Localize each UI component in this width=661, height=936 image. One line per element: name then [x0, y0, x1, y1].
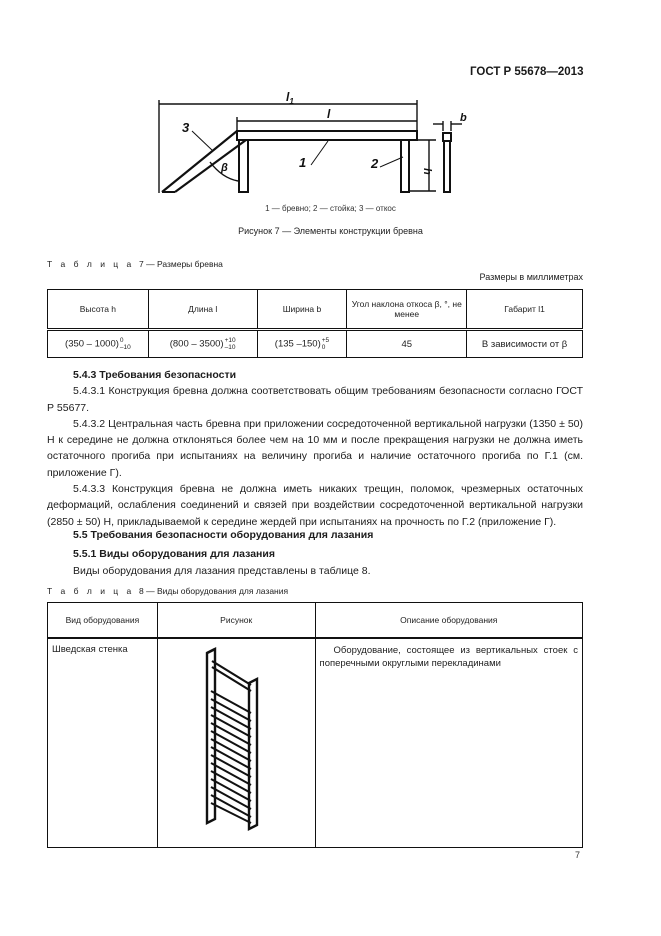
- cell-width: (135 –150) +5 0: [257, 330, 347, 358]
- paragraph: 5.4.3.1 Конструкция бревна должна соответствовать общим требованиям безопасности согласно ГОСТ Р 55677.: [47, 385, 583, 414]
- col-picture: Рисунок: [157, 603, 315, 639]
- table8-climbing-equipment: [47, 602, 583, 848]
- table-row: [48, 330, 583, 358]
- cell-length: (800 – 3500) +10 –10: [148, 330, 257, 358]
- subsection-heading: 5.5.1 Виды оборудования для лазания: [73, 548, 275, 561]
- table7-beam-dimensions: [47, 289, 583, 358]
- table7-units: Размеры в миллиметрах: [479, 272, 583, 282]
- col-height: Высота h: [48, 290, 149, 330]
- label-h: h: [421, 168, 433, 175]
- section-5-5: [47, 527, 583, 579]
- table8-caption: Т а б л и ц а 8 — Виды оборудования для лазания: [47, 586, 289, 596]
- figure-legend: 1 — бревно; 2 — стойка; 3 — откос: [265, 204, 396, 213]
- col-type: Вид оборудования: [48, 603, 158, 639]
- label-1: 1: [299, 155, 307, 170]
- section-5-4-3: [47, 367, 583, 530]
- document-header: ГОСТ Р 55678—2013: [470, 66, 584, 78]
- swedish-wall-icon: [201, 643, 271, 833]
- section-heading: 5.5 Требования безопасности оборудования для лазания: [73, 529, 374, 541]
- section-heading: 5.4.3 Требования безопасности: [73, 369, 237, 381]
- beam-diagram: [150, 85, 480, 195]
- label-l1: $l_1$: [286, 90, 294, 106]
- col-width: Ширина b: [257, 290, 347, 330]
- figure-caption: Рисунок 7 — Элементы конструкции бревна: [238, 226, 423, 236]
- cell-picture: [157, 638, 315, 848]
- label-beta: β: [221, 162, 228, 174]
- label-2: 2: [371, 156, 379, 171]
- label-b: b: [460, 112, 467, 124]
- label-l: l: [327, 107, 331, 121]
- col-length: Длина l: [148, 290, 257, 330]
- paragraph: 5.4.3.2 Центральная часть бревна при приложении сосредоточенной вертикальной нагрузки (1350 ± 50) Н к середине не должна отклоняться более чем на 10 мм и после прекращения нагрузки не должна иметь остаточного прогиба при испытаниях на величину прогиба и наличие остаточного прогиба по Г.1 (см. приложение Г).: [47, 417, 583, 479]
- cell-angle: 45: [347, 330, 467, 358]
- cell-type: Шведская стенка: [48, 638, 158, 848]
- page-number: 7: [575, 850, 581, 860]
- paragraph: Виды оборудования для лазания представлены в таблице 8.: [73, 564, 371, 577]
- cell-description: Оборудование, состоящее из вертикальных стоек с поперечными округлыми перекладинами: [315, 638, 582, 848]
- col-description: Описание оборудования: [315, 603, 582, 639]
- table7-caption: Т а б л и ц а 7 — Размеры бревна: [47, 259, 223, 269]
- cell-gabarit: В зависимости от β: [467, 330, 583, 358]
- cell-height: (350 – 1000) 0 –10: [48, 330, 149, 358]
- col-angle: Угол наклона откоса β, °, не менее: [347, 290, 467, 330]
- table-row: [48, 638, 583, 848]
- label-3: 3: [182, 120, 190, 135]
- paragraph: 5.4.3.3 Конструкция бревна не должна иметь никаких трещин, поломок, чрезмерных остаточных деформаций, ослабления соединений и связей при воздействии сосредоточенной вертикальной нагрузки (2850 ± 50) Н, прикладываемой к середине жердей при испытаниях на прочность по Г.2 (приложение Г).: [47, 483, 583, 528]
- col-gabarit: Габарит l1: [467, 290, 583, 330]
